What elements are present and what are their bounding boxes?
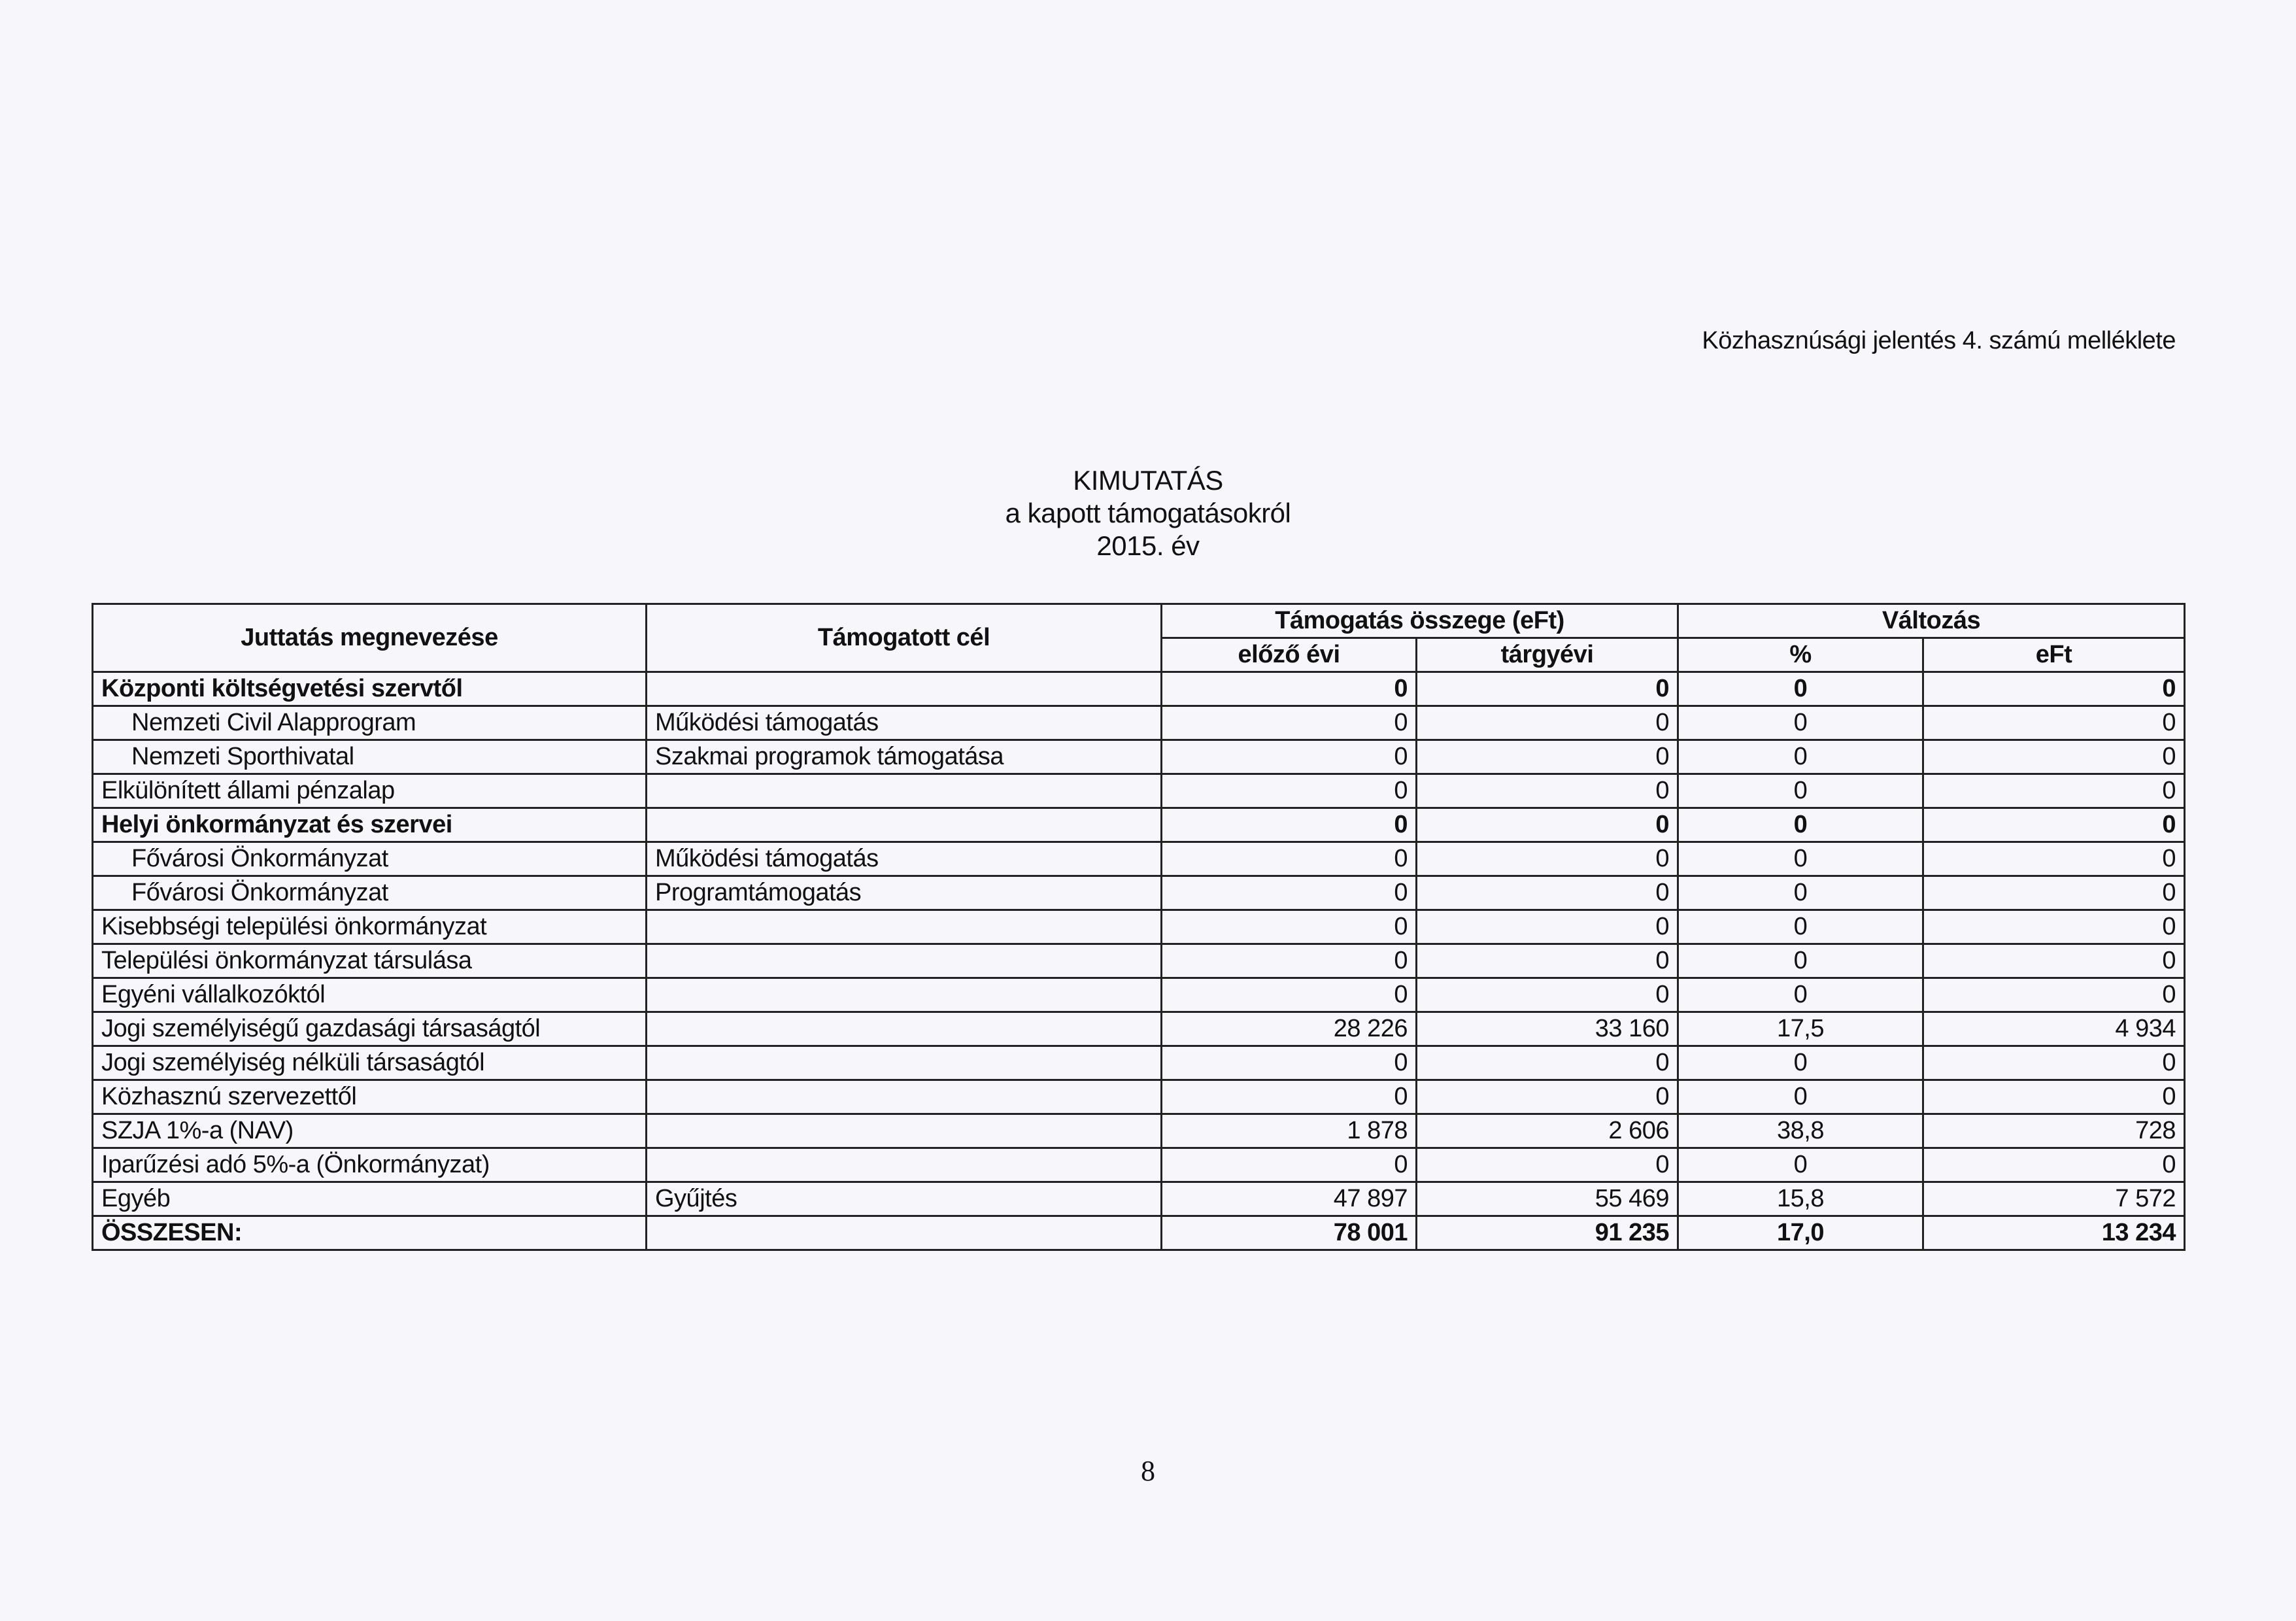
header-curr: tárgyévi xyxy=(1417,638,1678,672)
cell-pct: 0 xyxy=(1678,1046,1923,1080)
cell-prev: 0 xyxy=(1162,1046,1417,1080)
table-row xyxy=(93,740,2185,774)
cell-curr: 0 xyxy=(1417,808,1678,842)
cell-prev: 0 xyxy=(1162,808,1417,842)
table-row xyxy=(93,910,2185,944)
cell-pct: 0 xyxy=(1678,978,1923,1012)
cell-goal: Működési támogatás xyxy=(647,842,1162,876)
header-goal: Támogatott cél xyxy=(647,604,1162,672)
cell-goal xyxy=(647,1046,1162,1080)
cell-name: Fővárosi Önkormányzat xyxy=(93,876,647,910)
table-body xyxy=(93,672,2185,1250)
cell-curr: 0 xyxy=(1417,1080,1678,1114)
table-row xyxy=(93,1012,2185,1046)
cell-eft: 0 xyxy=(1923,1046,2185,1080)
cell-goal xyxy=(647,1080,1162,1114)
cell-eft: 0 xyxy=(1923,910,2185,944)
cell-pct: 38,8 xyxy=(1678,1114,1923,1148)
cell-curr: 55 469 xyxy=(1417,1182,1678,1216)
cell-name: Közhasznú szervezettől xyxy=(93,1080,647,1114)
cell-goal xyxy=(647,1216,1162,1250)
cell-goal: Szakmai programok támogatása xyxy=(647,740,1162,774)
cell-curr: 91 235 xyxy=(1417,1216,1678,1250)
cell-eft: 728 xyxy=(1923,1114,2185,1148)
table-row xyxy=(93,1080,2185,1114)
cell-name: Jogi személyiségű gazdasági társaságtól xyxy=(93,1012,647,1046)
cell-curr: 0 xyxy=(1417,1046,1678,1080)
table-row xyxy=(93,808,2185,842)
cell-eft: 0 xyxy=(1923,706,2185,740)
cell-name: Települési önkormányzat társulása xyxy=(93,944,647,978)
table-row xyxy=(93,706,2185,740)
cell-goal: Gyűjtés xyxy=(647,1182,1162,1216)
cell-eft: 4 934 xyxy=(1923,1012,2185,1046)
header-amount-group: Támogatás összege (eFt) xyxy=(1162,604,1678,638)
cell-name: Elkülönített állami pénzalap xyxy=(93,774,647,808)
cell-eft: 7 572 xyxy=(1923,1182,2185,1216)
cell-prev: 0 xyxy=(1162,910,1417,944)
table-row xyxy=(93,1216,2185,1250)
cell-curr: 0 xyxy=(1417,672,1678,706)
cell-pct: 15,8 xyxy=(1678,1182,1923,1216)
cell-name: Kisebbségi települési önkormányzat xyxy=(93,910,647,944)
cell-eft: 0 xyxy=(1923,1080,2185,1114)
cell-goal xyxy=(647,1114,1162,1148)
header-change-group: Változás xyxy=(1678,604,2185,638)
cell-curr: 0 xyxy=(1417,978,1678,1012)
table-row xyxy=(93,944,2185,978)
table-row xyxy=(93,842,2185,876)
cell-goal xyxy=(647,944,1162,978)
header-pct: % xyxy=(1678,638,1923,672)
table-row xyxy=(93,1046,2185,1080)
cell-goal: Programtámogatás xyxy=(647,876,1162,910)
cell-goal: Működési támogatás xyxy=(647,706,1162,740)
annex-note: Közhasznúsági jelentés 4. számú melléklete xyxy=(1702,327,2176,354)
cell-goal xyxy=(647,1148,1162,1182)
cell-pct: 0 xyxy=(1678,842,1923,876)
cell-prev: 0 xyxy=(1162,876,1417,910)
cell-name: Központi költségvetési szervtől xyxy=(93,672,647,706)
cell-name: Helyi önkormányzat és szervei xyxy=(93,808,647,842)
cell-curr: 0 xyxy=(1417,944,1678,978)
cell-pct: 17,0 xyxy=(1678,1216,1923,1250)
cell-name: Nemzeti Civil Alapprogram xyxy=(93,706,647,740)
cell-prev: 78 001 xyxy=(1162,1216,1417,1250)
cell-name: Iparűzési adó 5%-a (Önkormányzat) xyxy=(93,1148,647,1182)
cell-prev: 0 xyxy=(1162,672,1417,706)
cell-prev: 0 xyxy=(1162,774,1417,808)
cell-pct: 0 xyxy=(1678,774,1923,808)
cell-goal xyxy=(647,978,1162,1012)
cell-pct: 0 xyxy=(1678,1080,1923,1114)
cell-goal xyxy=(647,774,1162,808)
cell-prev: 0 xyxy=(1162,1080,1417,1114)
cell-curr: 0 xyxy=(1417,740,1678,774)
title-line-1: KIMUTATÁS xyxy=(1073,465,1223,496)
cell-goal xyxy=(647,672,1162,706)
cell-pct: 0 xyxy=(1678,876,1923,910)
cell-curr: 0 xyxy=(1417,842,1678,876)
cell-curr: 0 xyxy=(1417,774,1678,808)
title-line-2: a kapott támogatásokról xyxy=(1005,498,1291,528)
cell-eft: 0 xyxy=(1923,808,2185,842)
cell-name: SZJA 1%-a (NAV) xyxy=(93,1114,647,1148)
cell-pct: 0 xyxy=(1678,1148,1923,1182)
cell-pct: 0 xyxy=(1678,672,1923,706)
cell-eft: 0 xyxy=(1923,876,2185,910)
cell-eft: 0 xyxy=(1923,672,2185,706)
cell-name: Egyéni vállalkozóktól xyxy=(93,978,647,1012)
header-prev: előző évi xyxy=(1162,638,1417,672)
cell-prev: 1 878 xyxy=(1162,1114,1417,1148)
cell-eft: 0 xyxy=(1923,978,2185,1012)
table-row xyxy=(93,1182,2185,1216)
cell-goal xyxy=(647,808,1162,842)
table-row xyxy=(93,978,2185,1012)
cell-eft: 0 xyxy=(1923,740,2185,774)
cell-name: Nemzeti Sporthivatal xyxy=(93,740,647,774)
cell-curr: 33 160 xyxy=(1417,1012,1678,1046)
table-row xyxy=(93,672,2185,706)
header-name: Juttatás megnevezése xyxy=(93,604,647,672)
cell-prev: 0 xyxy=(1162,740,1417,774)
cell-pct: 0 xyxy=(1678,944,1923,978)
page-number: 8 xyxy=(1141,1455,1155,1487)
cell-prev: 28 226 xyxy=(1162,1012,1417,1046)
table-row xyxy=(93,876,2185,910)
cell-eft: 13 234 xyxy=(1923,1216,2185,1250)
cell-pct: 0 xyxy=(1678,706,1923,740)
cell-curr: 2 606 xyxy=(1417,1114,1678,1148)
cell-prev: 0 xyxy=(1162,1148,1417,1182)
cell-pct: 0 xyxy=(1678,808,1923,842)
cell-curr: 0 xyxy=(1417,1148,1678,1182)
cell-pct: 0 xyxy=(1678,910,1923,944)
cell-prev: 0 xyxy=(1162,944,1417,978)
cell-eft: 0 xyxy=(1923,842,2185,876)
cell-pct: 17,5 xyxy=(1678,1012,1923,1046)
cell-prev: 0 xyxy=(1162,706,1417,740)
document-title xyxy=(0,464,2296,562)
cell-goal xyxy=(647,910,1162,944)
cell-eft: 0 xyxy=(1923,774,2185,808)
table-header-row-1 xyxy=(93,604,2185,638)
cell-curr: 0 xyxy=(1417,910,1678,944)
table-row xyxy=(93,1148,2185,1182)
cell-name: Egyéb xyxy=(93,1182,647,1216)
cell-name: ÖSSZESEN: xyxy=(93,1216,647,1250)
cell-pct: 0 xyxy=(1678,740,1923,774)
header-eft: eFt xyxy=(1923,638,2185,672)
cell-eft: 0 xyxy=(1923,944,2185,978)
cell-name: Fővárosi Önkormányzat xyxy=(93,842,647,876)
table-row xyxy=(93,1114,2185,1148)
cell-eft: 0 xyxy=(1923,1148,2185,1182)
cell-prev: 47 897 xyxy=(1162,1182,1417,1216)
title-line-3: 2015. év xyxy=(1096,530,1200,561)
cell-goal xyxy=(647,1012,1162,1046)
cell-curr: 0 xyxy=(1417,876,1678,910)
grants-table xyxy=(92,603,2186,1251)
cell-curr: 0 xyxy=(1417,706,1678,740)
cell-prev: 0 xyxy=(1162,978,1417,1012)
cell-prev: 0 xyxy=(1162,842,1417,876)
cell-name: Jogi személyiség nélküli társaságtól xyxy=(93,1046,647,1080)
table-row xyxy=(93,774,2185,808)
